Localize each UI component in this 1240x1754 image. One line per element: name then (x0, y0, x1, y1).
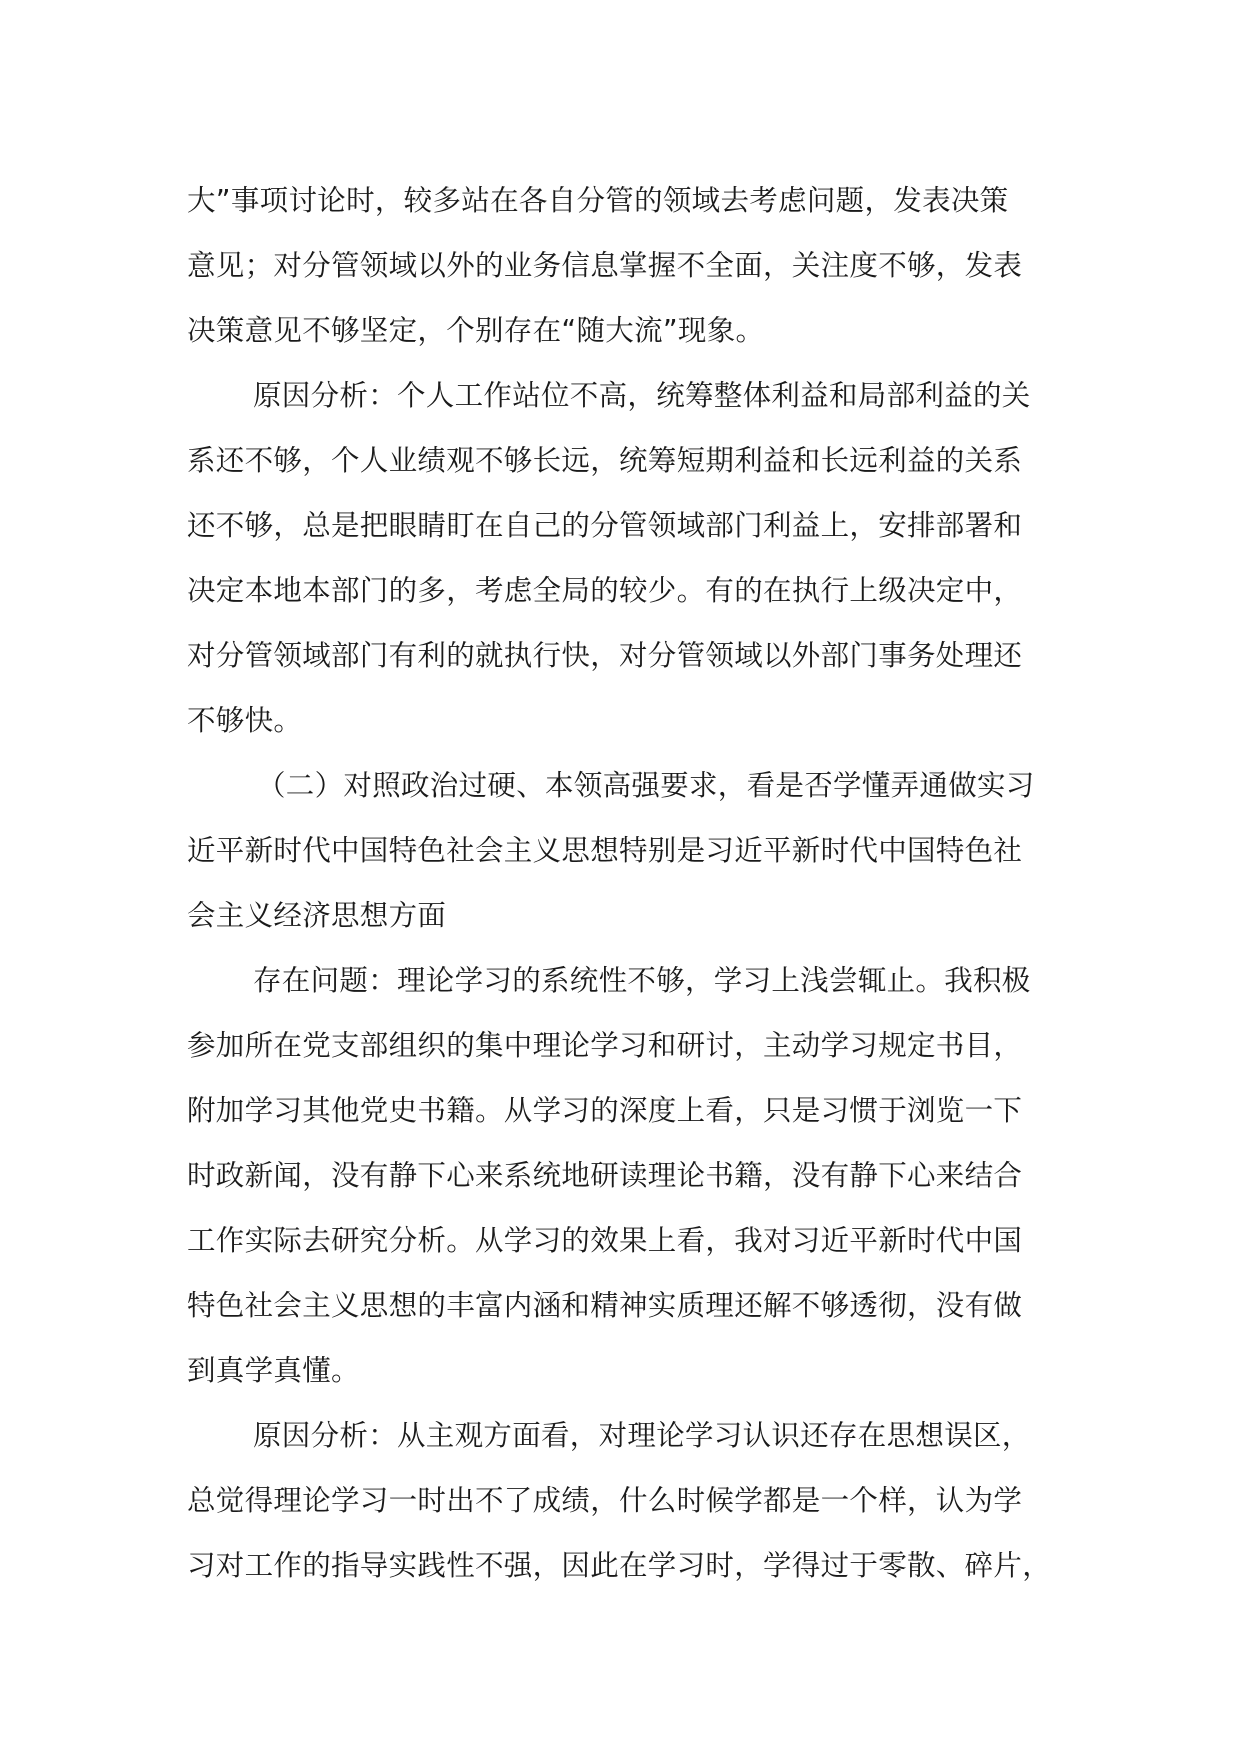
text-line: 意见；对分管领域以外的业务信息掌握不全面，关注度不够，发表 (187, 249, 1023, 282)
section-heading-line: （二）对照政治过硬、本领高强要求，看是否学懂弄通做实习 (257, 769, 1035, 802)
text-line: 参加所在党支部组织的集中理论学习和研讨，主动学习规定书目， (187, 1029, 1023, 1062)
paragraph-start-line: 原因分析：个人工作站位不高，统筹整体利益和局部利益的关 (253, 379, 1031, 412)
text-line: 不够快。 (187, 704, 303, 737)
text-line: 还不够，总是把眼睛盯在自己的分管领域部门利益上，安排部署和 (187, 509, 1023, 542)
text-line: 工作实际去研究分析。从学习的效果上看，我对习近平新时代中国 (187, 1224, 1023, 1257)
text-line: 总觉得理论学习一时出不了成绩，什么时候学都是一个样，认为学 (187, 1484, 1023, 1517)
text-line: 习对工作的指导实践性不强，因此在学习时，学得过于零散、碎片， (187, 1549, 1052, 1582)
text-line: 近平新时代中国特色社会主义思想特别是习近平新时代中国特色社 (187, 834, 1023, 867)
text-line: 对分管领域部门有利的就执行快，对分管领域以外部门事务处理还 (187, 639, 1023, 672)
text-line: 时政新闻，没有静下心来系统地研读理论书籍，没有静下心来结合 (187, 1159, 1023, 1192)
paragraph-start-line: 存在问题：理论学习的系统性不够，学习上浅尝辄止。我积极 (253, 964, 1031, 997)
text-line: 决定本地本部门的多，考虑全局的较少。有的在执行上级决定中， (187, 574, 1023, 607)
text-line: 会主义经济思想方面 (187, 899, 447, 932)
text-line: 到真学真懂。 (187, 1354, 360, 1387)
paragraph-start-line: 原因分析：从主观方面看，对理论学习认识还存在思想误区， (253, 1419, 1031, 1452)
text-line: 附加学习其他党史书籍。从学习的深度上看，只是习惯于浏览一下 (187, 1094, 1023, 1127)
document-body (187, 168, 1067, 1598)
text-line: 系还不够，个人业绩观不够长远，统筹短期利益和长远利益的关系 (187, 444, 1023, 477)
text-line: 特色社会主义思想的丰富内涵和精神实质理还解不够透彻，没有做 (187, 1289, 1023, 1322)
text-line: 决策意见不够坚定，个别存在“随大流”现象。 (187, 314, 765, 347)
text-line: 大”事项讨论时，较多站在各自分管的领域去考虑问题，发表决策 (187, 184, 1009, 217)
